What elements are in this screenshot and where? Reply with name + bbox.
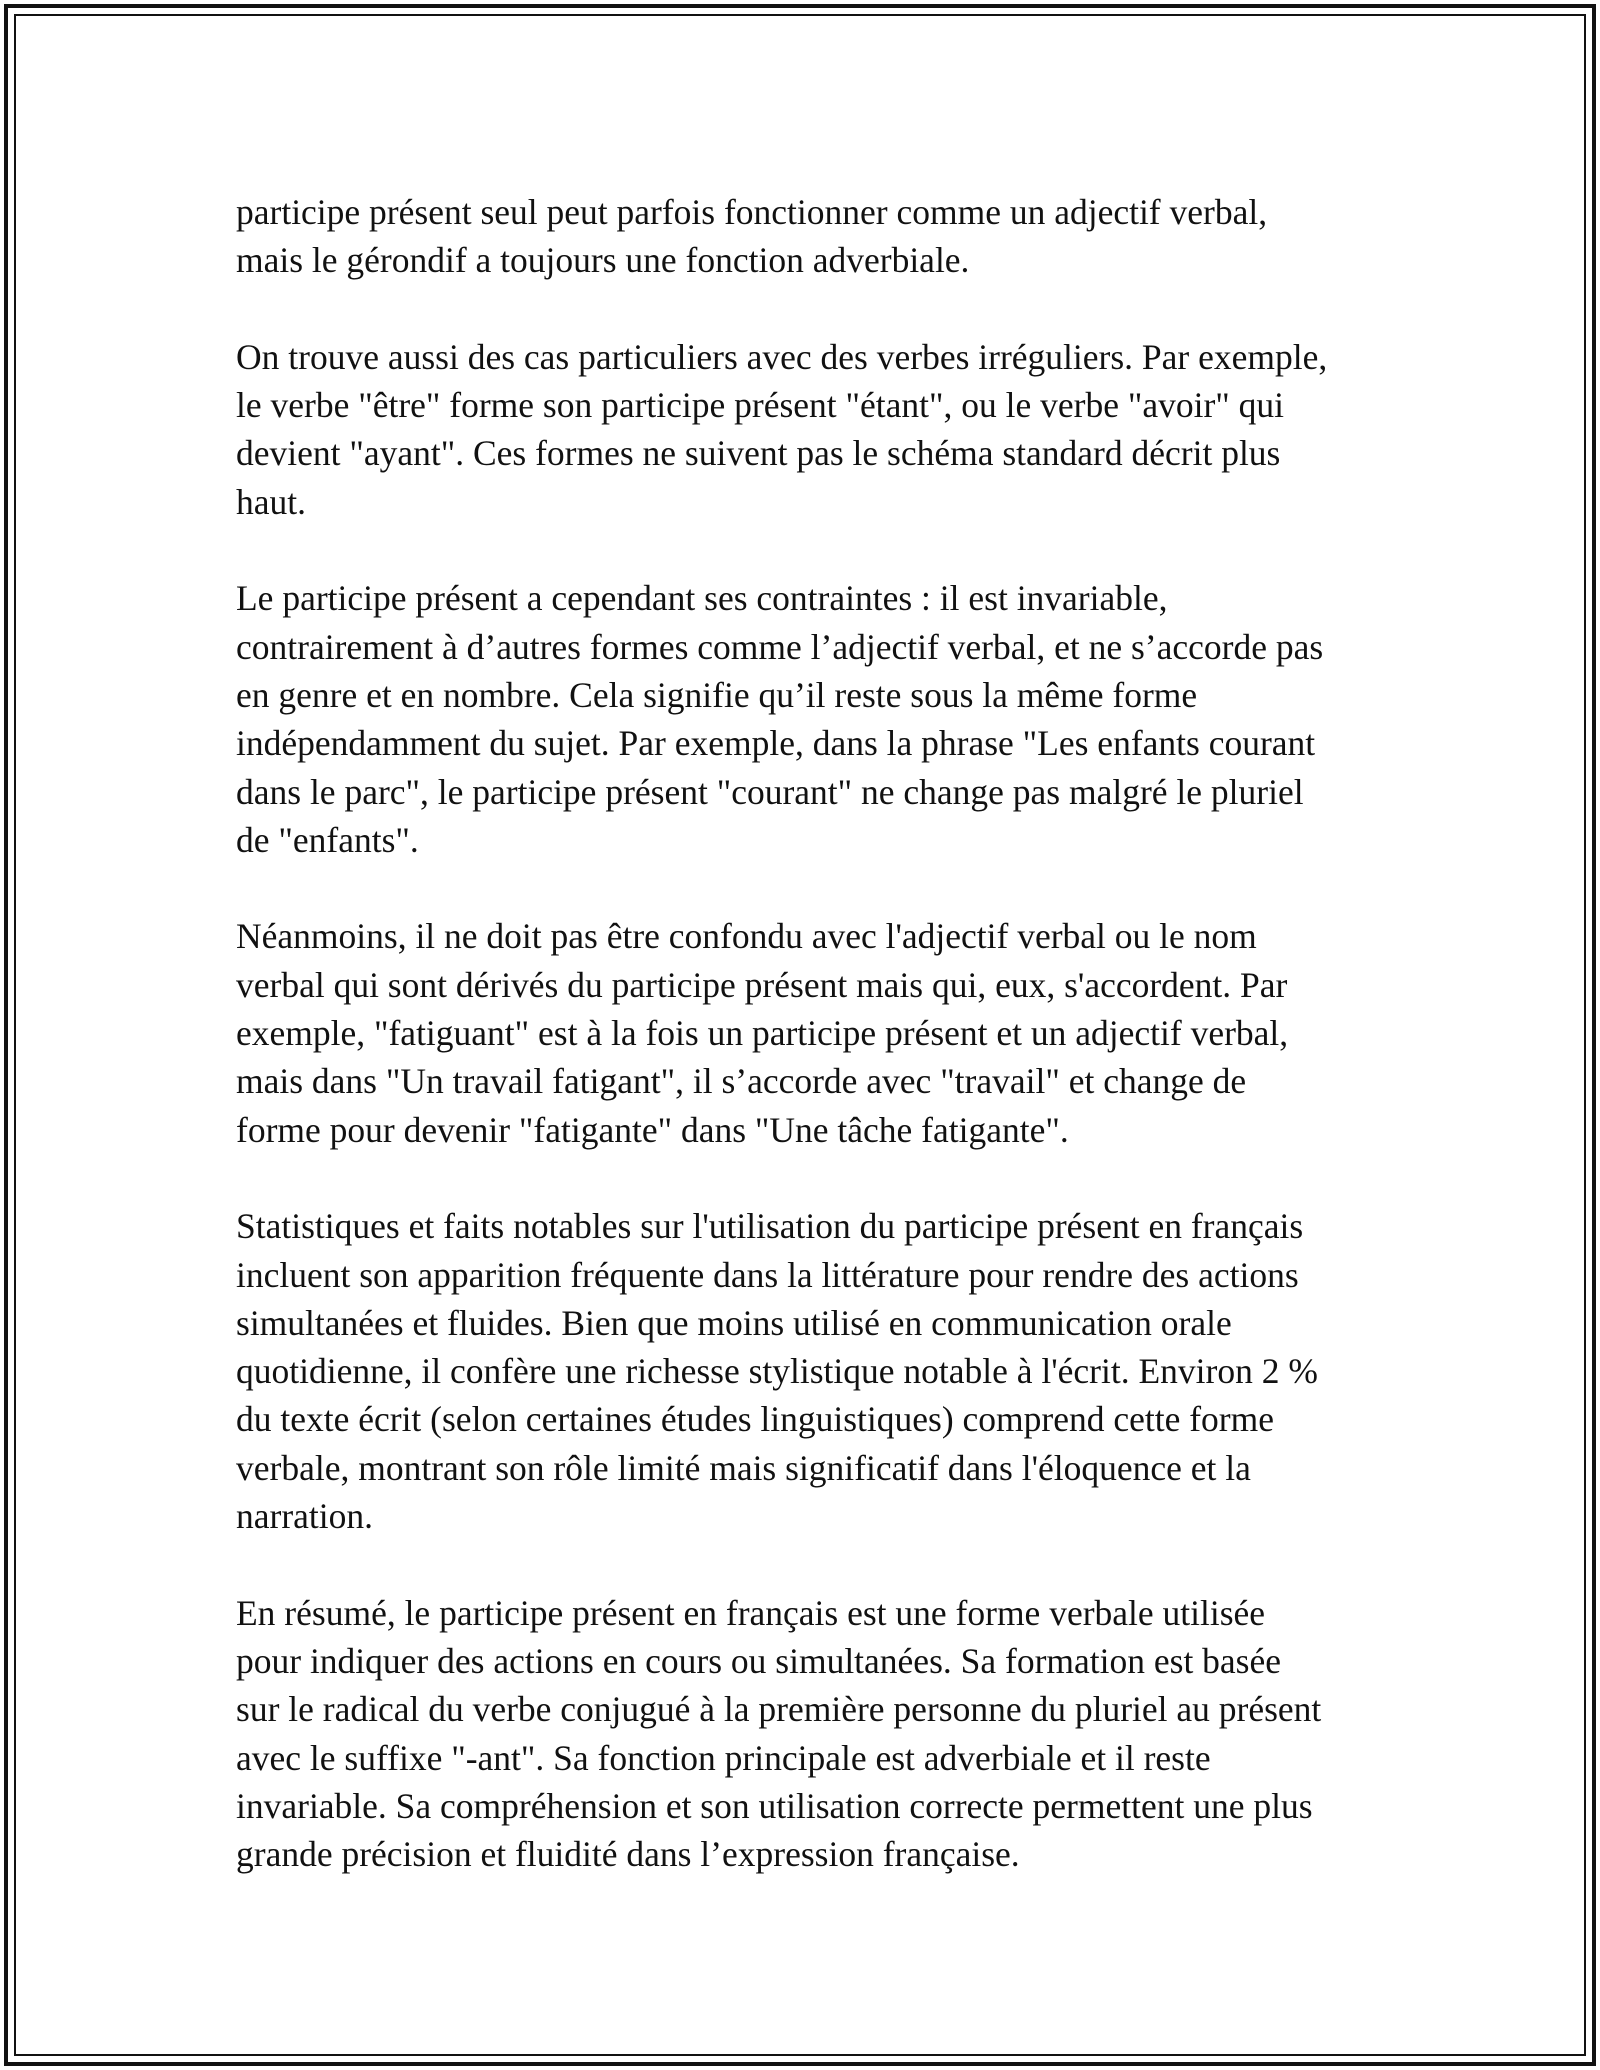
text-line: mais dans "Un travail fatigant", il s’accorde avec "travail" et change de <box>236 1061 1247 1102</box>
text-line: verbale, montrant son rôle limité mais significatif dans l'éloquence et la <box>236 1447 1251 1488</box>
text-line: incluent son apparition fréquente dans la littérature pour rendre des actions <box>236 1254 1299 1295</box>
paragraph <box>236 188 1376 285</box>
text-line: verbal qui sont dérivés du participe présent mais qui, eux, s'accordent. Par <box>236 964 1288 1005</box>
text-line: de "enfants". <box>236 819 419 860</box>
text-line: invariable. Sa compréhension et son utilisation correcte permettent une plus <box>236 1785 1313 1826</box>
text-line: avec le suffixe "-ant". Sa fonction principale est adverbiale et il reste <box>236 1737 1211 1778</box>
text-line: En résumé, le participe présent en français est une forme verbale utilisée <box>236 1592 1266 1633</box>
text-line: Statistiques et faits notables sur l'utilisation du participe présent en français <box>236 1206 1304 1247</box>
text-line: mais le gérondif a toujours une fonction adverbiale. <box>236 240 970 281</box>
text-line: sur le radical du verbe conjugué à la première personne du pluriel au présent <box>236 1689 1322 1730</box>
text-line: pour indiquer des actions en cours ou simultanées. Sa formation est basée <box>236 1640 1282 1681</box>
paragraph <box>236 574 1376 864</box>
text-line: quotidienne, il confère une richesse stylistique notable à l'écrit. Environ 2 % <box>236 1351 1318 1392</box>
text-line: du texte écrit (selon certaines études linguistiques) comprend cette forme <box>236 1399 1274 1440</box>
text-line: en genre et en nombre. Cela signifie qu’il reste sous la même forme <box>236 674 1198 715</box>
text-line: Néanmoins, il ne doit pas être confondu avec l'adjectif verbal ou le nom <box>236 916 1257 957</box>
text-line: le verbe "être" forme son participe présent "étant", ou le verbe "avoir" qui <box>236 385 1284 426</box>
document-body <box>236 188 1376 1878</box>
text-line: narration. <box>236 1496 374 1537</box>
text-line: forme pour devenir "fatigante" dans "Une tâche fatigante". <box>236 1109 1069 1150</box>
text-line: dans le parc", le participe présent "courant" ne change pas malgré le pluriel <box>236 771 1304 812</box>
paragraph <box>236 1589 1376 1879</box>
text-line: Le participe présent a cependant ses contraintes : il est invariable, <box>236 578 1168 619</box>
paragraph <box>236 912 1376 1153</box>
text-line: indépendamment du sujet. Par exemple, dans la phrase "Les enfants courant <box>236 723 1316 764</box>
text-line: haut. <box>236 481 306 522</box>
text-line: On trouve aussi des cas particuliers avec des verbes irréguliers. Par exemple, <box>236 336 1328 377</box>
paragraph <box>236 333 1376 526</box>
text-line: contrairement à d’autres formes comme l’adjectif verbal, et ne s’accorde pas <box>236 626 1324 667</box>
text-line: grande précision et fluidité dans l’expression française. <box>236 1834 1020 1875</box>
paragraph <box>236 1202 1376 1540</box>
text-line: participe présent seul peut parfois fonctionner comme un adjectif verbal, <box>236 192 1268 232</box>
text-line: exemple, "fatiguant" est à la fois un participe présent et un adjectif verbal, <box>236 1013 1289 1054</box>
text-line: simultanées et fluides. Bien que moins utilisé en communication orale <box>236 1302 1232 1343</box>
text-line: devient "ayant". Ces formes ne suivent pas le schéma standard décrit plus <box>236 433 1281 474</box>
